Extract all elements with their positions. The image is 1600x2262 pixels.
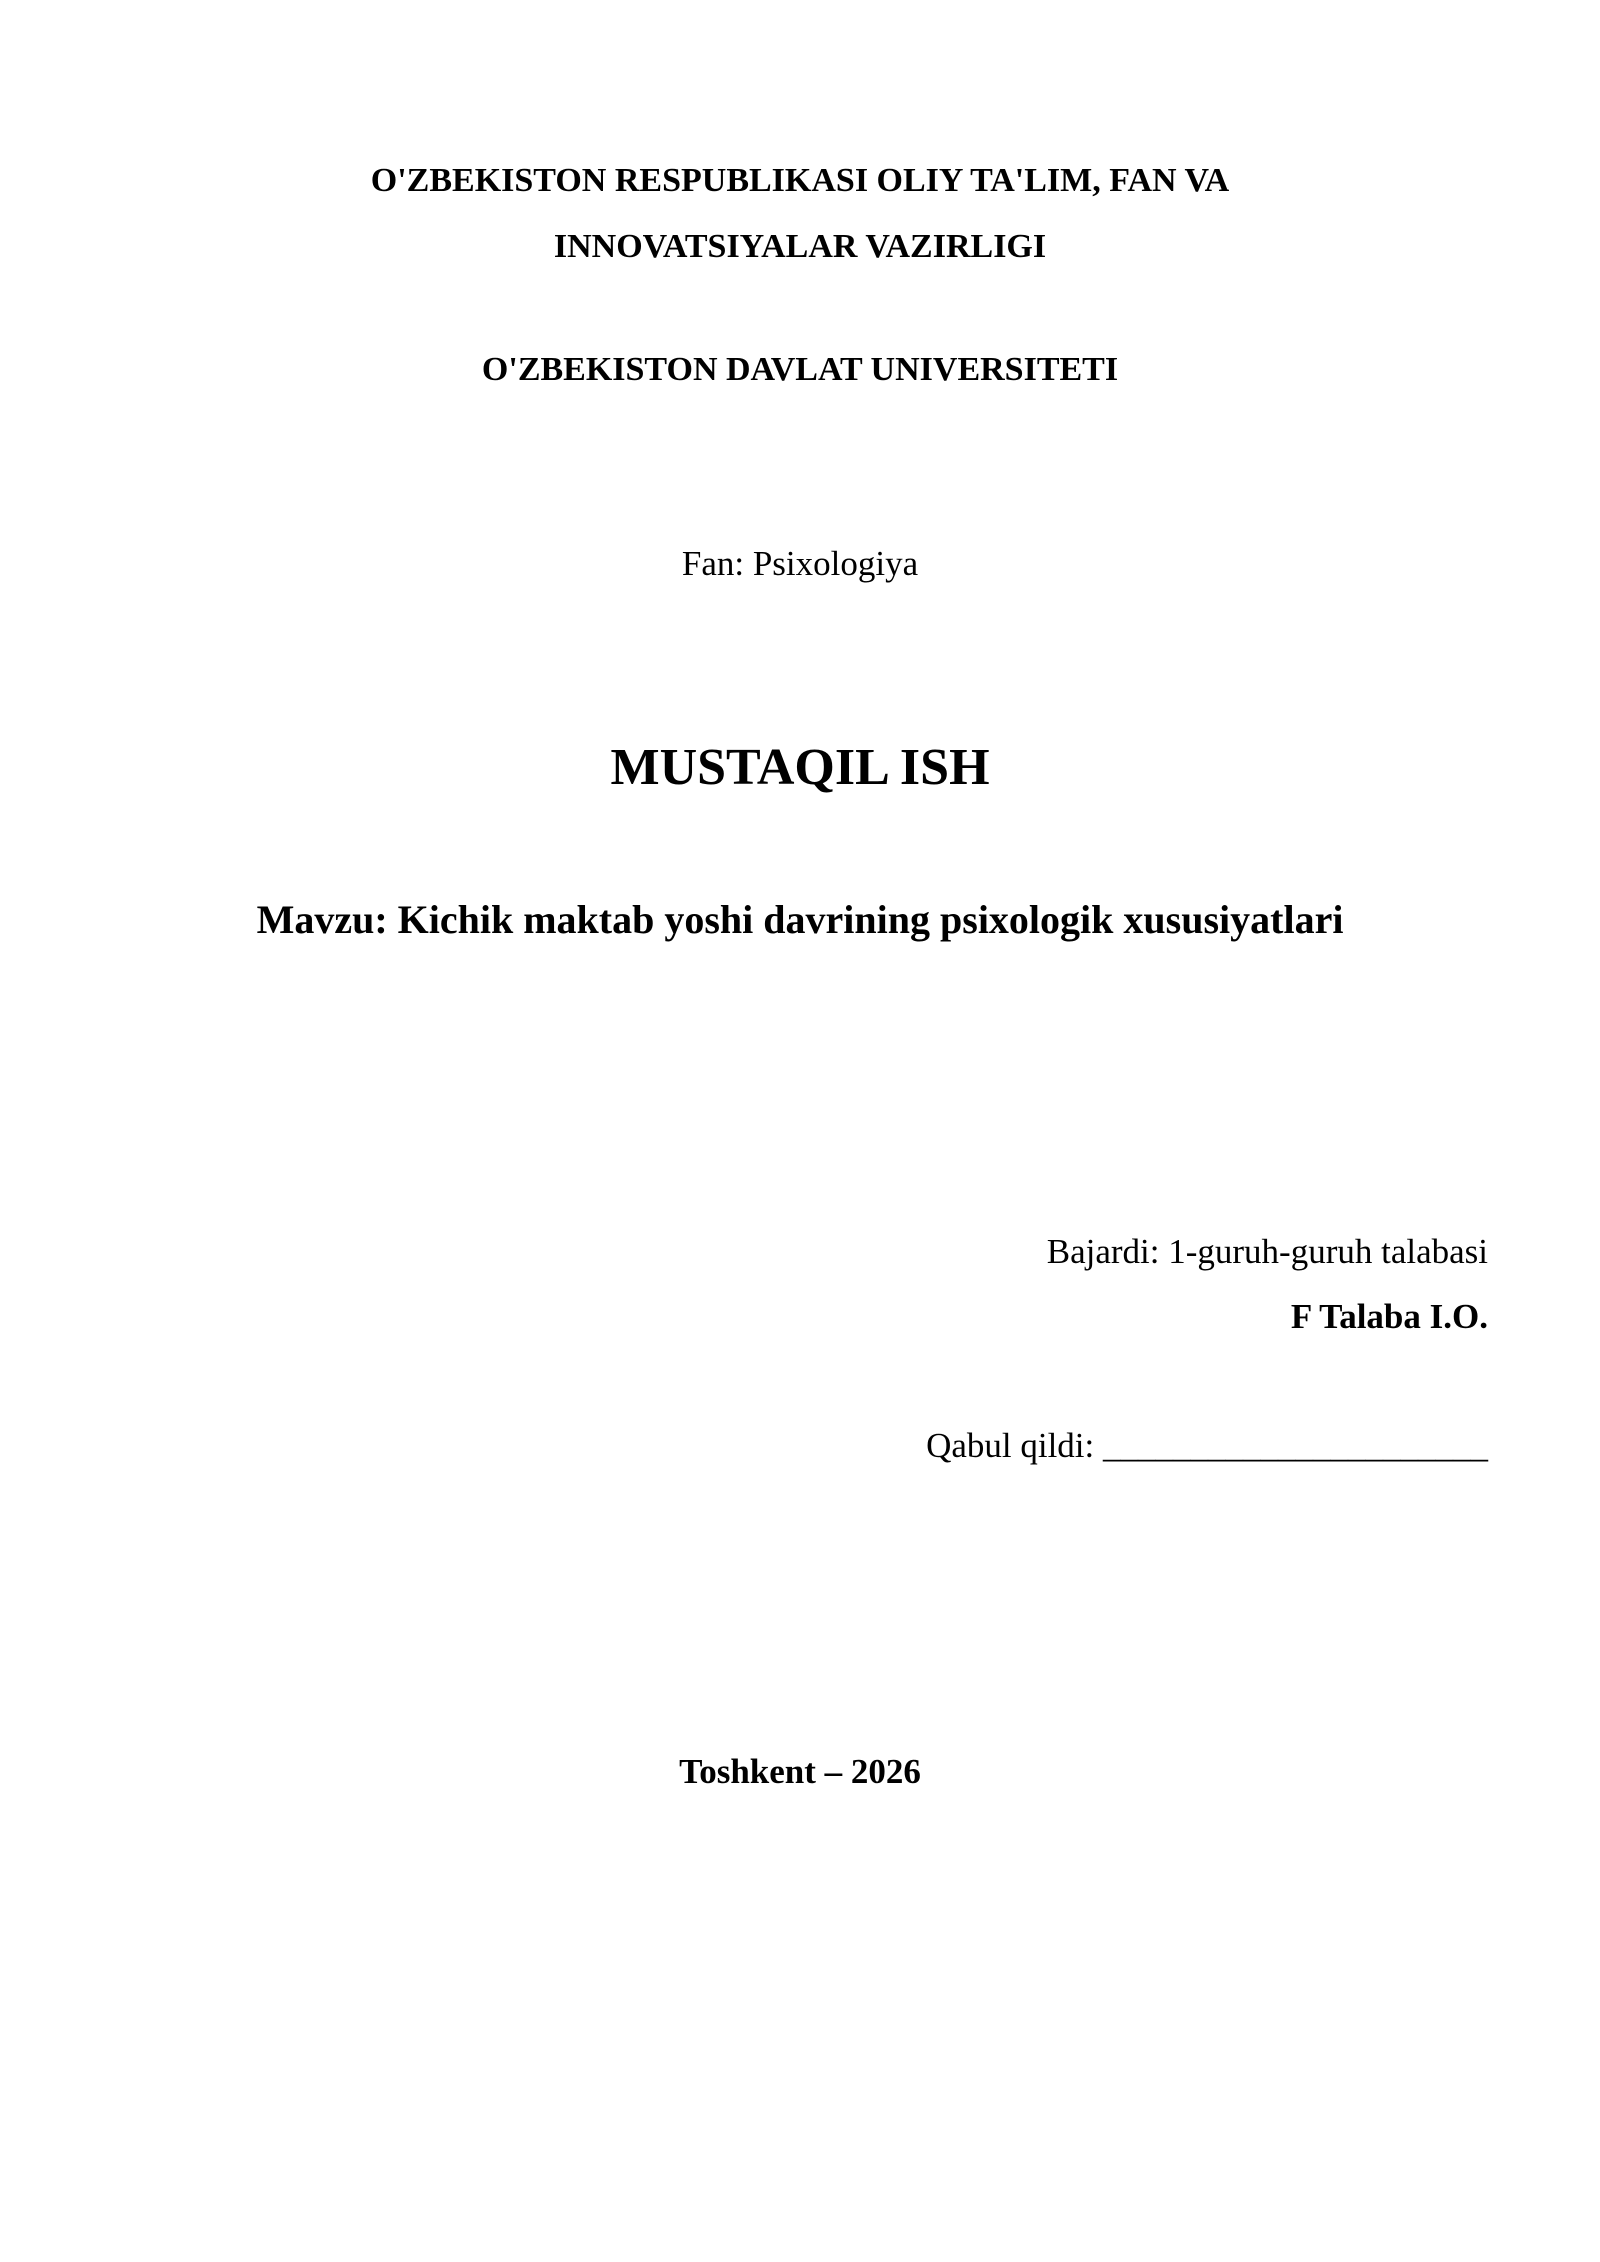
ministry-heading: [0, 148, 1600, 280]
performer-name: F Talaba I.O.: [1290, 1297, 1488, 1336]
ministry-line-1: O'ZBEKISTON RESPUBLIKASI OLIY TA'LIM, FAN VA: [370, 162, 1230, 199]
accepted-by-line: Qabul qildi: ______________________: [926, 1426, 1488, 1465]
document-title: MUSTAQIL ISH: [610, 739, 990, 796]
university-heading: O'ZBEKISTON DAVLAT UNIVERSITETI: [481, 351, 1119, 388]
performer-label: Bajardi: 1-guruh-guruh talabasi: [1046, 1232, 1488, 1271]
ministry-line-2: INNOVATSIYALAR VAZIRLIGI: [553, 228, 1047, 265]
subject-line: Fan: Psixologiya: [681, 544, 919, 583]
city-year: Toshkent – 2026: [679, 1752, 921, 1791]
topic-line: Mavzu: Kichik maktab yoshi davrining psixologik xususiyatlari: [256, 897, 1344, 942]
